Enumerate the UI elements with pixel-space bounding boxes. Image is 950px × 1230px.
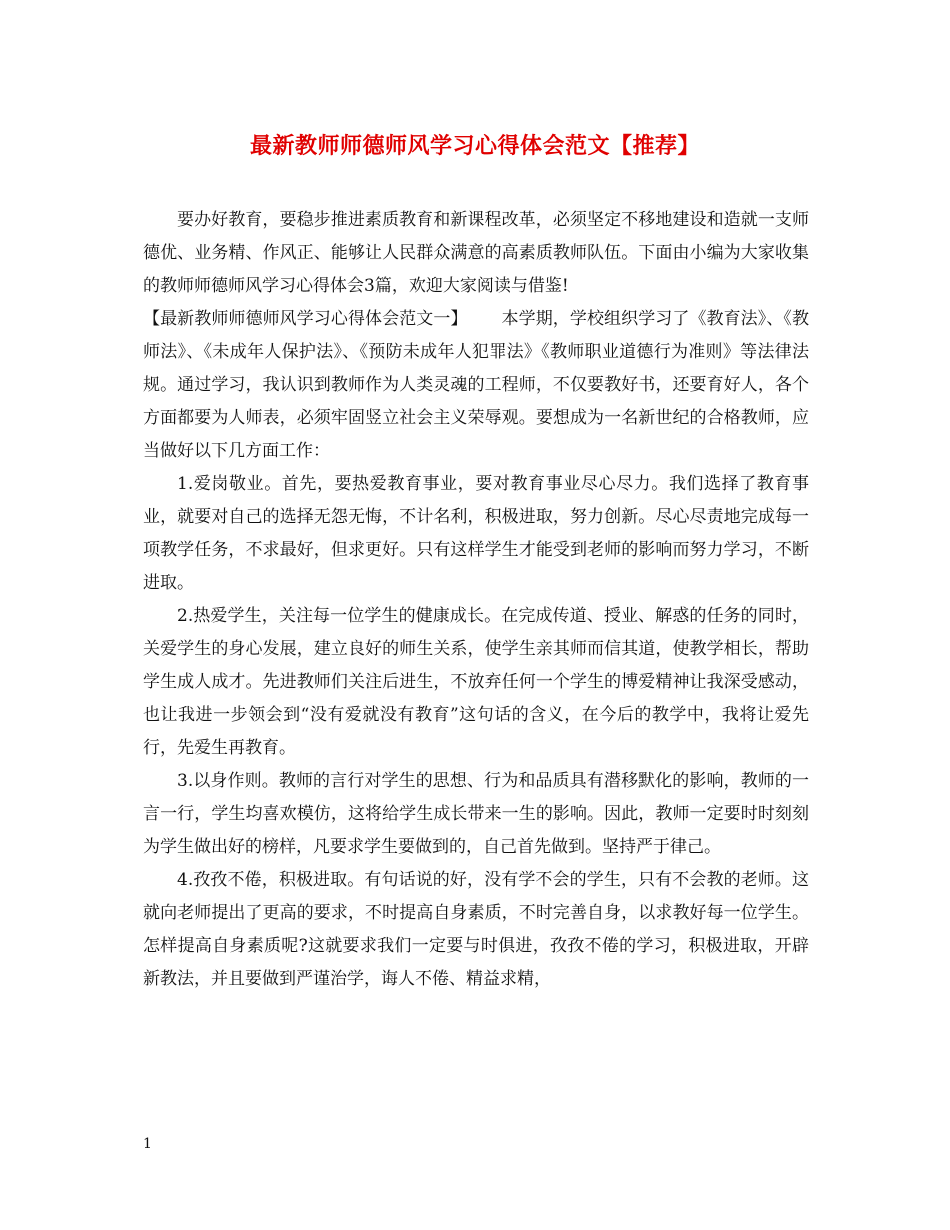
section-body-text: 本学期，学校组织学习了《教育法》、《教师法》、《未成年人保护法》、《预防未成年人犯罪法》《教师职业道德行为准则》等法律法规。通过学习，我认识到教师作为人类灵魂的工程师，不仅要教好书，还要育好人，各个方面都要为人师表，必须牢固竖立社会主义荣辱观。要想成为一名新世纪的合格教师，应当做好以下几方面工作： <box>143 309 810 461</box>
section-paragraph <box>143 303 809 468</box>
document-body <box>143 204 809 996</box>
document-title: 最新教师师德师风学习心得体会范文【推荐】 <box>249 133 700 159</box>
point-paragraph-2: 2.热爱学生，关注每一位学生的健康成长。在完成传道、授业、解惑的任务的同时，关爱学生的身心发展，建立良好的师生关系，使学生亲其师而信其道，使教学相长，帮助学生成人成才。先进教师们关注后进生，不放弃任何一个学生的博爱精神让我深受感动，也让我进一步领会到“没有爱就没有教育”这句话的含义，在今后的教学中，我将让爱先行，先爱生再教育。 <box>143 606 809 758</box>
intro-paragraph: 要办好教育，要稳步推进素质教育和新课程改革，必须坚定不移地建设和造就一支师德优、业务精、作风正、能够让人民群众满意的高素质教师队伍。下面由小编为大家收集的教师师德师风学习心得体会3篇，欢迎大家阅读与借鉴! <box>143 210 809 296</box>
point-paragraph-1: 1.爱岗敬业。首先，要热爱教育事业，要对教育事业尽心尽力。我们选择了教育事业，就要对自己的选择无怨无悔，不计名利，积极进取，努力创新。尽心尽责地完成每一项教学任务，不求最好，但求更好。只有这样学生才能受到老师的影响而努力学习，不断进取。 <box>143 474 809 593</box>
point-paragraph-3: 3.以身作则。教师的言行对学生的思想、行为和品质具有潜移默化的影响，教师的一言一行，学生均喜欢模仿，这将给学生成长带来一生的影响。因此，教师一定要时时刻刻为学生做出好的榜样，凡要求学生要做到的，自己首先做到。坚持严于律己。 <box>143 771 809 857</box>
section-heading: 【最新教师师德师风学习心得体会范文一】 <box>143 309 468 329</box>
point-paragraph-4: 4.孜孜不倦，积极进取。有句话说的好，没有学不会的学生，只有不会教的老师。这就向老师提出了更高的要求，不时提高自身素质，不时完善自身，以求教好每一位学生。怎样提高自身素质呢?这就要求我们一定要与时俱进，孜孜不倦的学习，积极进取，开辟新教法，并且要做到严谨治学，诲人不倦、精益求精， <box>143 870 809 989</box>
page-number: 1 <box>143 1136 152 1152</box>
